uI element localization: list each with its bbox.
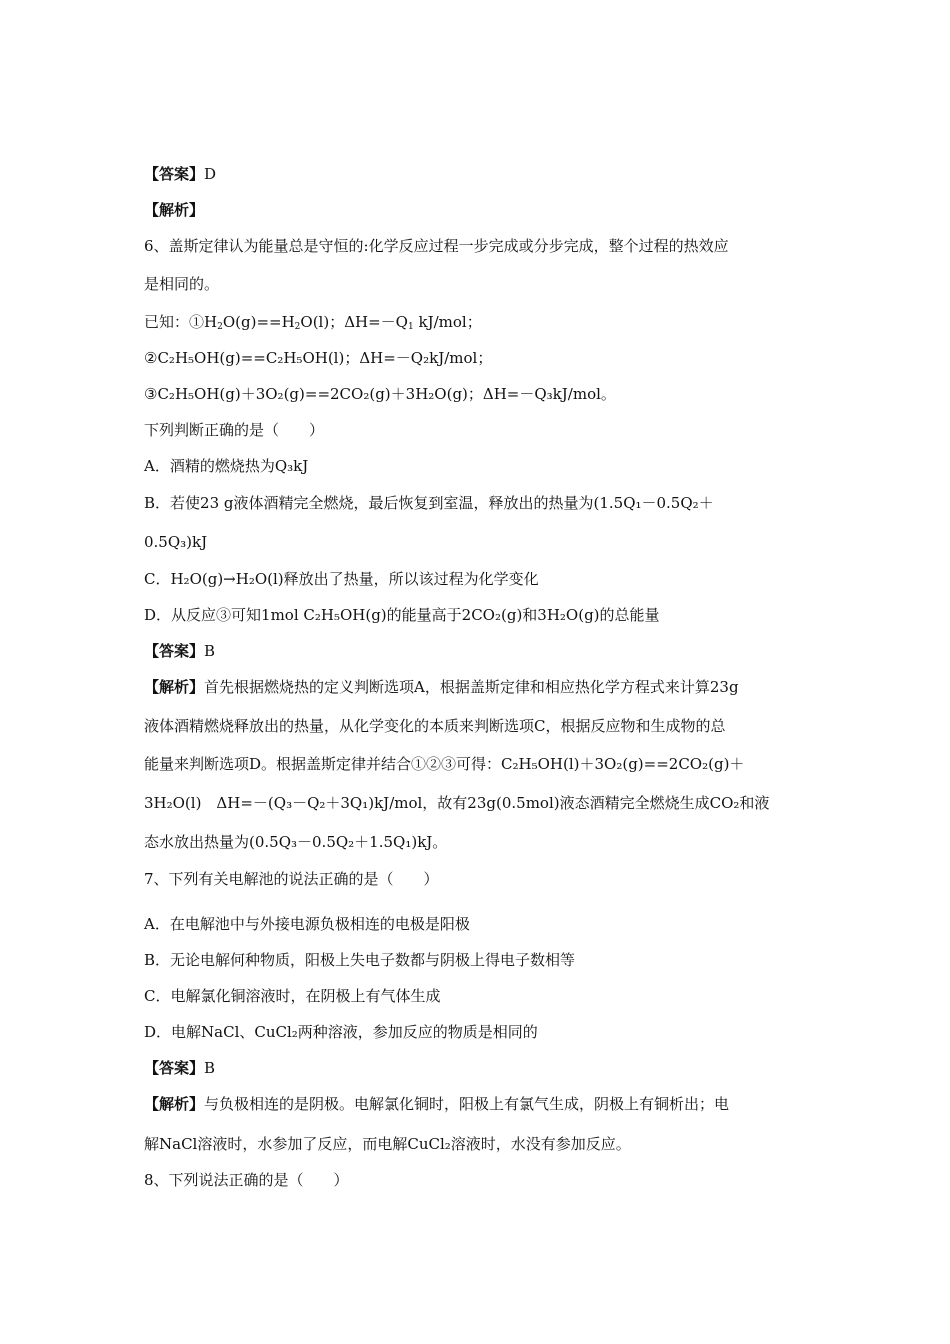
- analysis-tag: 【解析】: [144, 678, 205, 696]
- eq1-part: H: [204, 313, 218, 331]
- q6-equation-3: ③C₂H₅OH(g)＋3O₂(g)==2CO₂(g)＋3H₂O(g)；ΔH=－Q₃kJ/mol。: [144, 385, 616, 403]
- q7-stem: 7、下列有关电解池的说法正确的是（ ）: [144, 870, 439, 888]
- q6-analysis-line-4: 3H₂O(l) ΔH=－(Q₃－Q₂＋3Q₁)kJ/mol，故有23g(0.5mol)液态酒精完全燃烧生成CO₂和液: [144, 794, 770, 812]
- q6-stem-line-1: 6、盖斯定律认为能量总是守恒的:化学反应过程一步完成或分步完成，整个过程的热效应: [144, 237, 729, 255]
- answer-value: D: [204, 165, 217, 183]
- analysis-tag: 【解析】: [144, 201, 205, 219]
- q6-analysis-line-1: [144, 677, 739, 697]
- analysis-line: [144, 200, 204, 220]
- q6-option-a: A．酒精的燃烧热为Q₃kJ: [144, 457, 309, 475]
- eq1-part: O(g)==H: [222, 313, 295, 331]
- q6-analysis-line-5: 态水放出热量为(0.5Q₃－0.5Q₂＋1.5Q₁)kJ。: [144, 833, 448, 851]
- eq1-sub: 2: [217, 322, 223, 332]
- q6-option-b-line-2: 0.5Q₃)kJ: [144, 533, 208, 551]
- q6-stem-line-2: 是相同的。: [144, 275, 220, 293]
- answer-line: [144, 164, 216, 184]
- answer-line: [144, 1058, 215, 1078]
- q8-stem: 8、下列说法正确的是（ ）: [144, 1171, 349, 1189]
- analysis-text: 与负极相连的是阴极。电解氯化铜时，阳极上有氯气生成，阴极上有铜析出；电: [204, 1095, 730, 1113]
- q7-option-b: B．无论电解何种物质，阳极上失电子数都与阴极上得电子数相等: [144, 951, 576, 969]
- answer-tag: 【答案】: [144, 165, 205, 183]
- q7-option-d: D．电解NaCl、CuCl₂两种溶液，参加反应的物质是相同的: [144, 1023, 538, 1041]
- q7-analysis-line-1: [144, 1094, 729, 1114]
- answer-line: [144, 641, 215, 661]
- q6-analysis-line-2: 液体酒精燃烧释放出的热量，从化学变化的本质来判断选项C，根据反应物和生成物的总: [144, 717, 726, 735]
- eq1-sub: 1: [408, 322, 414, 332]
- answer-value: B: [204, 642, 216, 660]
- eq1-sub: 2: [294, 322, 301, 332]
- q7-option-c: C．电解氯化铜溶液时，在阴极上有气体生成: [144, 987, 441, 1005]
- q6-option-c: C．H₂O(g)→H₂O(l)释放出了热量，所以该过程为化学变化: [144, 570, 539, 588]
- answer-tag: 【答案】: [144, 1059, 205, 1077]
- q6-option-d: D．从反应③可知1mol C₂H₅OH(g)的能量高于2CO₂(g)和3H₂O(g)的总能量: [144, 606, 660, 624]
- known-prefix: 已知：①: [144, 313, 205, 331]
- analysis-tag: 【解析】: [144, 1095, 205, 1113]
- q7-option-a: A．在电解池中与外接电源负极相连的电极是阳极: [144, 915, 470, 933]
- eq1-unit: kJ/mol；: [413, 313, 482, 331]
- analysis-text: 首先根据燃烧热的定义判断选项A，根据盖斯定律和相应热化学方程式来计算23g: [204, 678, 739, 696]
- q7-analysis-line-2: 解NaCl溶液时，水参加了反应，而电解CuCl₂溶液时，水没有参加反应。: [144, 1135, 631, 1153]
- q6-analysis-line-3: 能量来判断选项D。根据盖斯定律并结合①②③可得：C₂H₅OH(l)＋3O₂(g)==2CO₂(g)＋: [144, 755, 745, 773]
- answer-tag: 【答案】: [144, 642, 205, 660]
- answer-value: B: [204, 1059, 216, 1077]
- eq1-part: O(l)；ΔH=－Q: [300, 313, 408, 331]
- q6-equation-2: ②C₂H₅OH(g)==C₂H₅OH(l)；ΔH=－Q₂kJ/mol；: [144, 349, 493, 367]
- q6-question: 下列判断正确的是（ ）: [144, 421, 325, 439]
- q6-equation-1: [144, 312, 482, 332]
- q6-option-b-line-1: B．若使23 g液体酒精完全燃烧，最后恢复到室温，释放出的热量为(1.5Q₁－0.5Q₂＋: [144, 494, 714, 512]
